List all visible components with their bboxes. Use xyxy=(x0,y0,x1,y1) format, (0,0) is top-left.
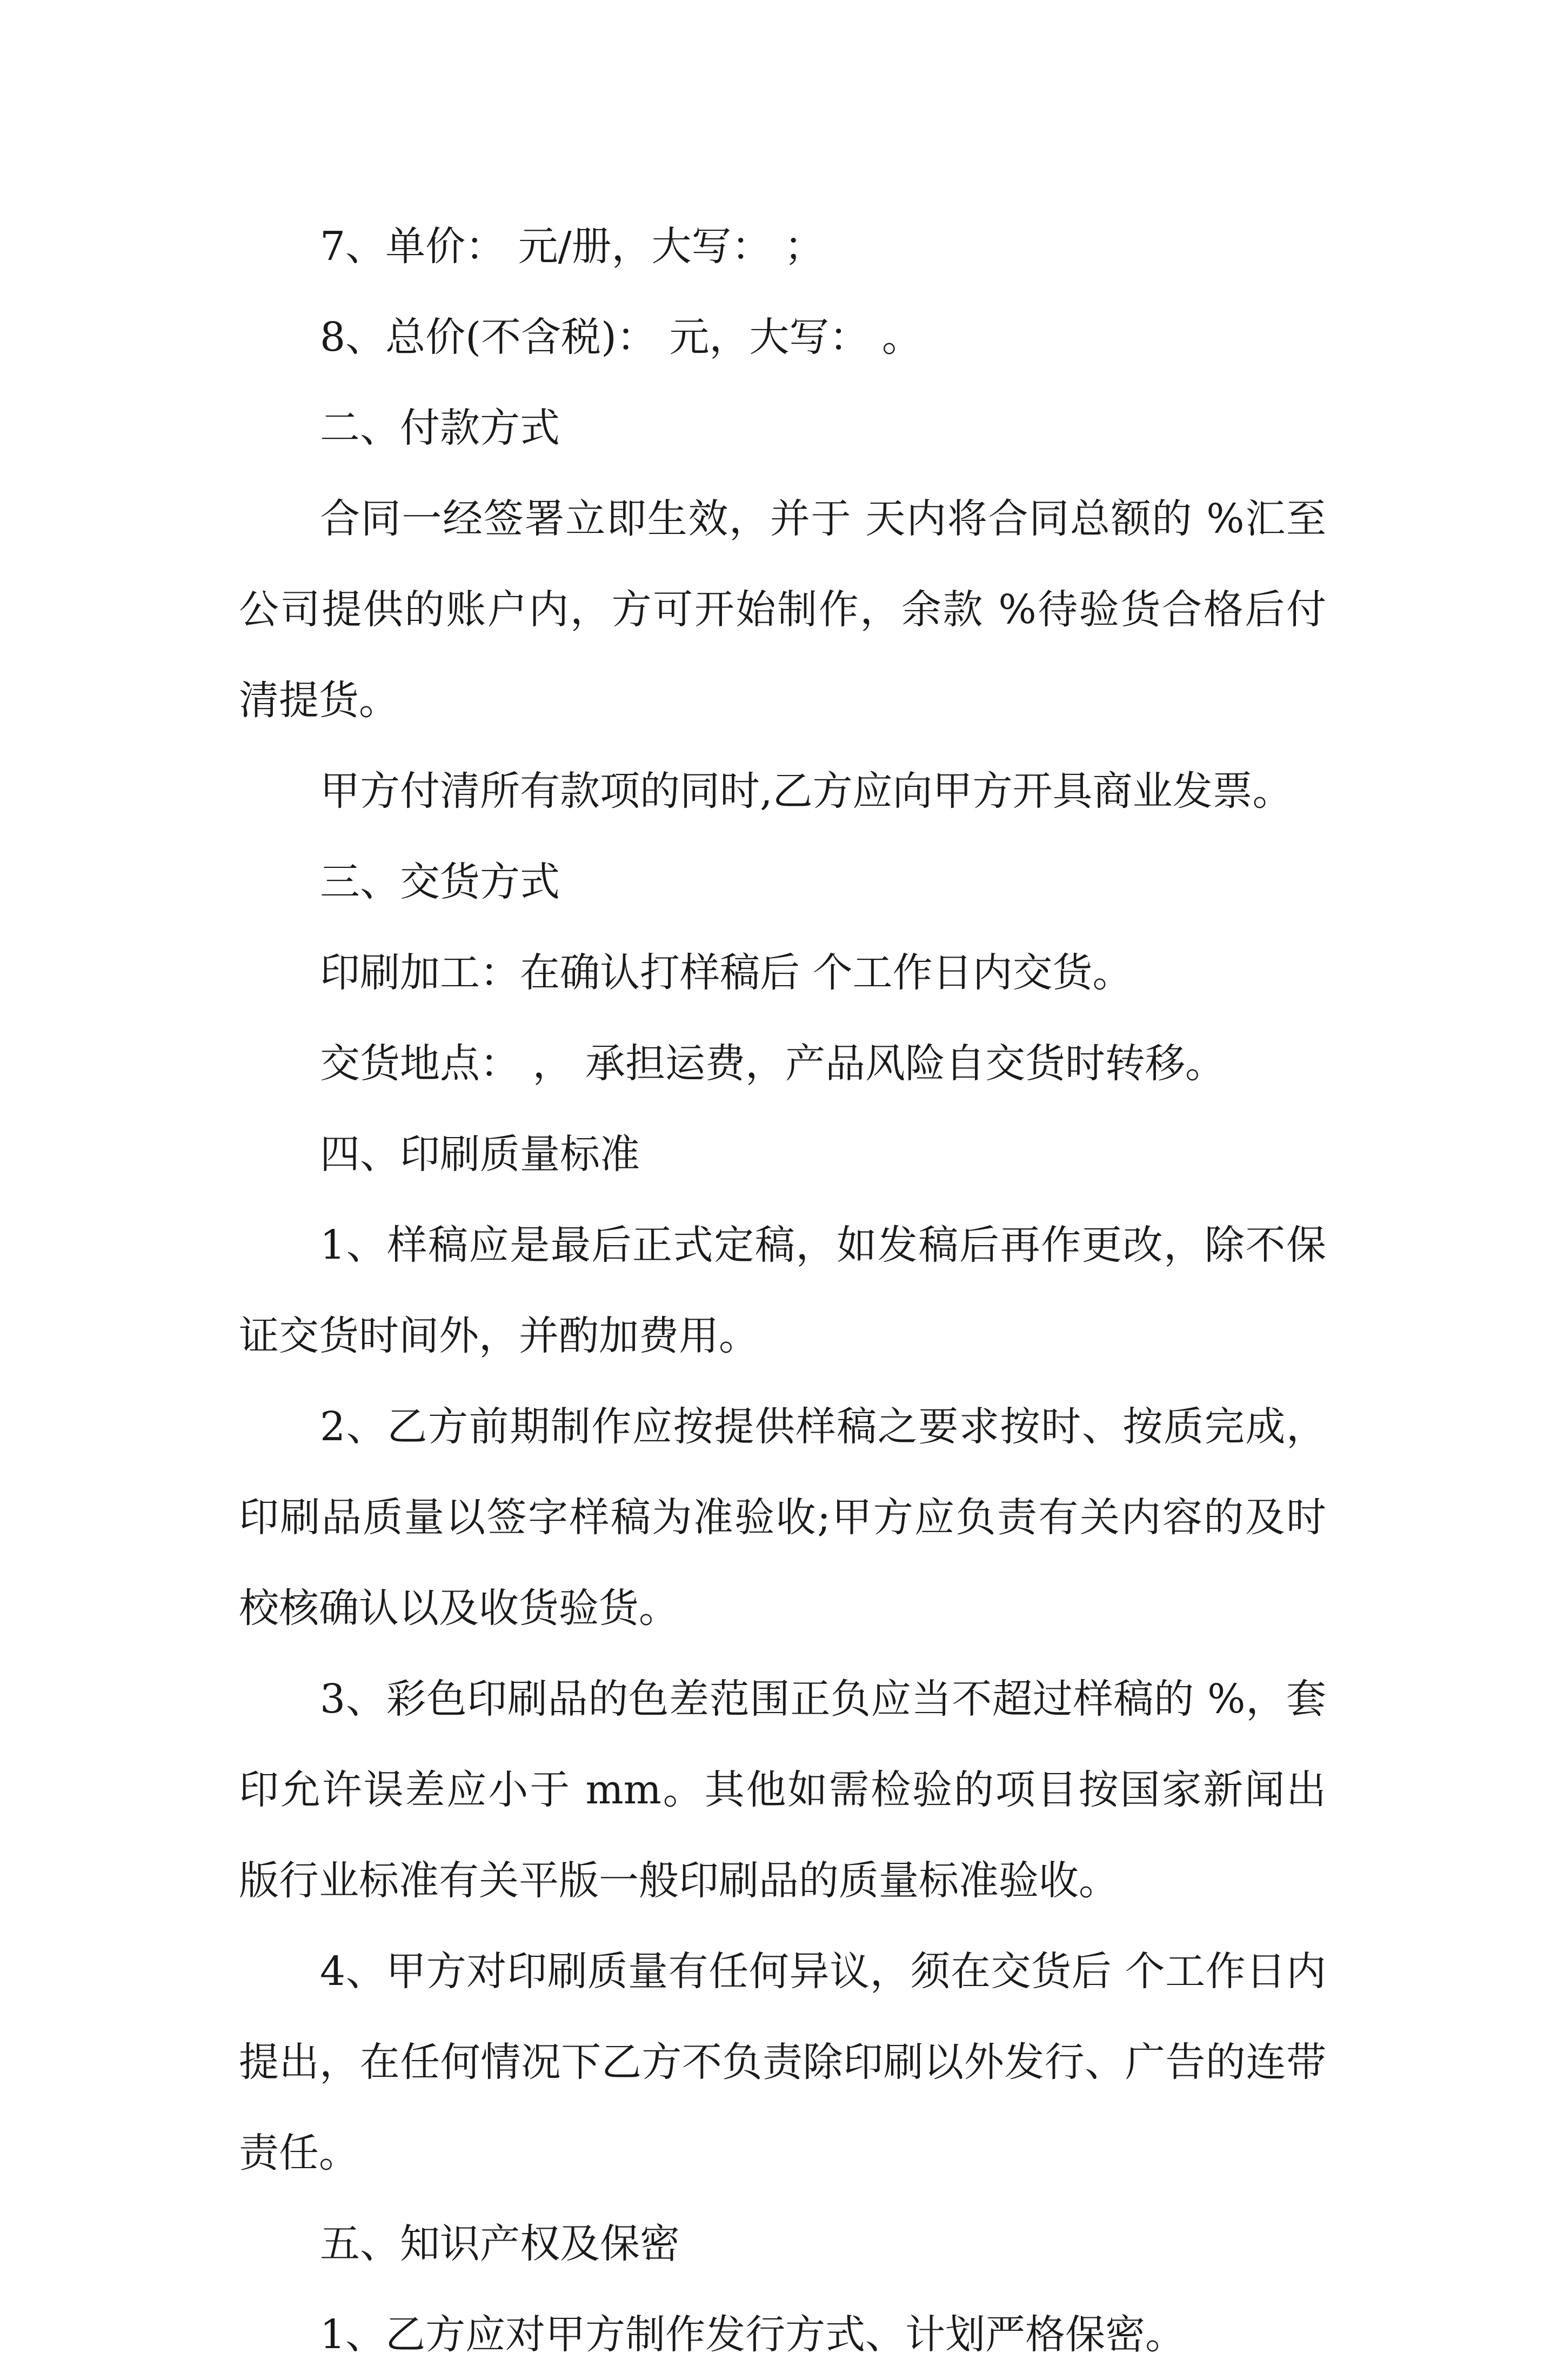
total-price-line: 8、总价(不含税)： 元，大写： 。 xyxy=(320,314,922,360)
delivery-time-paragraph: 印刷加工：在确认打样稿后 个工作日内交货。 xyxy=(320,950,1133,996)
ip-clause-1: 1、乙方应对甲方制作发行方式、计划严格保密。 xyxy=(320,2311,1186,2358)
section-heading-quality: 四、印刷质量标准 xyxy=(320,1131,640,1178)
payment-terms-paragraph: 合同一经签署立即生效，并于 天内将合同总额的 %汇至公司提供的账户内，方可开始制作，余款 %待验货合格后付清提货。 xyxy=(239,496,1326,724)
delivery-location-paragraph: 交货地点： ， 承担运费，产品风险自交货时转移。 xyxy=(320,1040,1226,1087)
section-heading-payment: 二、付款方式 xyxy=(320,405,560,451)
quality-clause-1: 1、样稿应是最后正式定稿，如发稿后再作更改，除不保证交货时间外，并酌加费用。 xyxy=(239,1222,1326,1359)
section-heading-delivery: 三、交货方式 xyxy=(320,859,560,905)
document-body xyxy=(239,201,1326,2380)
unit-price-line: 7、单价： 元/册，大写： ； xyxy=(320,223,825,270)
invoice-paragraph: 甲方付清所有款项的同时,乙方应向甲方开具商业发票。 xyxy=(320,768,1293,814)
quality-clause-3: 3、彩色印刷品的色差范围正负应当不超过样稿的 %，套印允许误差应小于 mm。其他如需检验的项目按国家新闻出版行业标准有关平版一般印刷品的质量标准验收。 xyxy=(239,1676,1326,1904)
quality-clause-2: 2、乙方前期制作应按提供样稿之要求按时、按质完成，印刷品质量以签字样稿为准验收;甲方应负责有关内容的及时校核确认以及收货验货。 xyxy=(239,1403,1326,1632)
section-heading-ip: 五、知识产权及保密 xyxy=(320,2221,680,2267)
quality-clause-4: 4、甲方对印刷质量有任何异议，须在交货后 个工作日内提出，在任何情况下乙方不负责除印刷以外发行、广告的连带责任。 xyxy=(239,1948,1326,2176)
